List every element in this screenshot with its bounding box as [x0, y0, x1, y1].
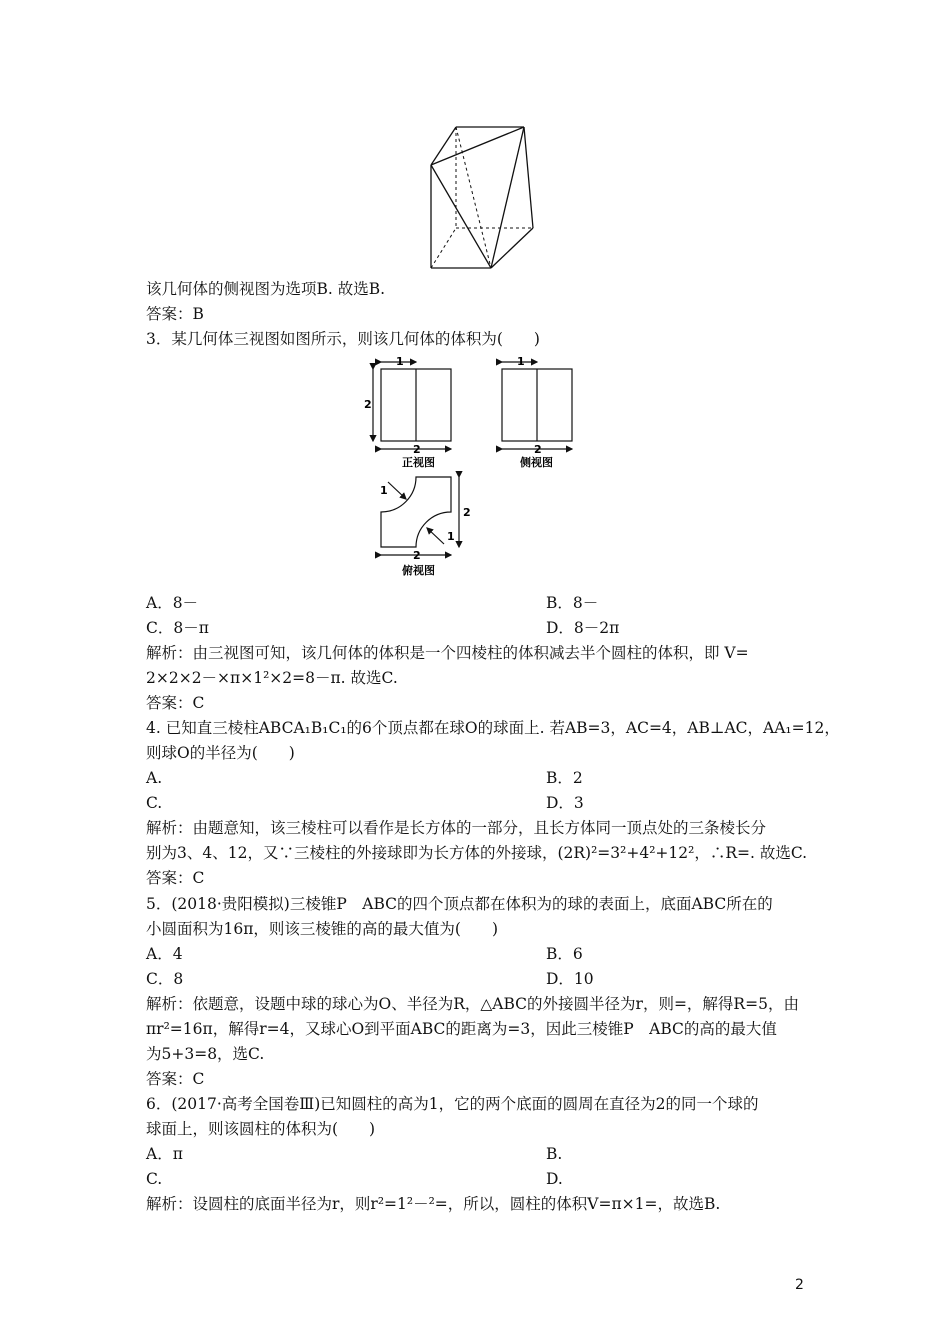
text-line: 该几何体的侧视图为选项B. 故选B.: [146, 280, 386, 298]
dim-top-2h: 2: [413, 549, 421, 562]
question-3: 3．某几何体三视图如图所示，则该几何体的体积为( ): [146, 330, 540, 348]
question-5-cont: 小圆面积为16π，则该三棱锥的高的最大值为( ): [146, 920, 499, 938]
dim-top-1b: 1: [447, 530, 455, 543]
option-c: C．8－π: [146, 619, 209, 637]
question-5: 5．(2018·贵阳模拟)三棱锥P ABC的四个顶点都在体积为的球的表面上，底面ABC所在的: [146, 895, 773, 913]
solution-line: 解析：由题意知，该三棱柱可以看作是长方体的一部分，且长方体同一顶点处的三条棱长分: [146, 819, 767, 837]
solution-line: 解析：设圆柱的底面半径为r，则r²=1²－²=，所以，圆柱的体积V=π×1=，故选B.: [146, 1195, 721, 1213]
option-a: A．4: [146, 945, 183, 963]
option-c: C.: [146, 1170, 163, 1188]
solution-line: 为5+3=8，选C.: [146, 1045, 265, 1063]
option-b: B．6: [546, 945, 583, 963]
solution-line: πr²=16π，解得r=4，又球心O到平面ABC的距离为=3，因此三棱锥P ABC的高的最大值: [146, 1020, 777, 1038]
answer-line: 答案：C: [146, 694, 205, 712]
prism-figure: [420, 120, 535, 270]
solution-line: 解析：依题意，设题中球的球心为O、半径为R，△ABC的外接圆半径为r，则=，解得R=5，由: [146, 995, 799, 1013]
option-c: C．8: [146, 970, 184, 988]
dim-top-1a: 1: [380, 484, 388, 497]
question-4: 4. 已知直三棱柱ABCA₁B₁C₁的6个顶点都在球O的球面上. 若AB=3，AC=4，AB⊥AC，AA₁=12，: [146, 719, 840, 737]
dim-side-1: 1: [517, 355, 525, 368]
solution-line: 解析：由三视图可知，该几何体的体积是一个四棱柱的体积减去半个圆柱的体积，即 V=: [146, 644, 749, 662]
dim-side-2h: 2: [534, 443, 542, 456]
dim-front-2h: 2: [413, 443, 421, 456]
option-d: D.: [546, 1170, 563, 1188]
dim-front-2v: 2: [364, 398, 372, 411]
option-a: A.: [146, 769, 163, 787]
option-d: D．8－2π: [546, 619, 620, 637]
option-c: C.: [146, 794, 163, 812]
option-a: A．π: [146, 1145, 183, 1163]
option-d: D．10: [546, 970, 594, 988]
page-number: 2: [795, 1277, 804, 1293]
front-view-label: 正视图: [402, 456, 435, 469]
answer-line: 答案：C: [146, 1070, 205, 1088]
top-view-label: 俯视图: [402, 564, 435, 577]
answer-line: 答案：C: [146, 869, 205, 887]
option-b: B.: [546, 1145, 563, 1163]
question-6: 6．(2017·高考全国卷Ⅲ)已知圆柱的高为1，它的两个底面的圆周在直径为2的同一个球的: [146, 1095, 759, 1113]
dim-front-1: 1: [396, 355, 404, 368]
three-view-figure: [360, 352, 590, 580]
dim-top-2v: 2: [463, 506, 471, 519]
question-4-cont: 则球O的半径为( ): [146, 744, 295, 762]
option-d: D．3: [546, 794, 584, 812]
option-b: B．8－: [546, 594, 599, 612]
option-a: A．8－: [146, 594, 199, 612]
solution-line: 别为3、4、12，又∵三棱柱的外接球即为长方体的外接球，(2R)²=3²+4²+12²，∴R=. 故选C.: [146, 844, 808, 862]
side-view-label: 侧视图: [520, 456, 553, 469]
option-b: B．2: [546, 769, 583, 787]
answer-line: 答案：B: [146, 305, 204, 323]
question-6-cont: 球面上，则该圆柱的体积为( ): [146, 1120, 376, 1138]
solution-line: 2×2×2－×π×1²×2=8－π. 故选C.: [146, 669, 398, 687]
